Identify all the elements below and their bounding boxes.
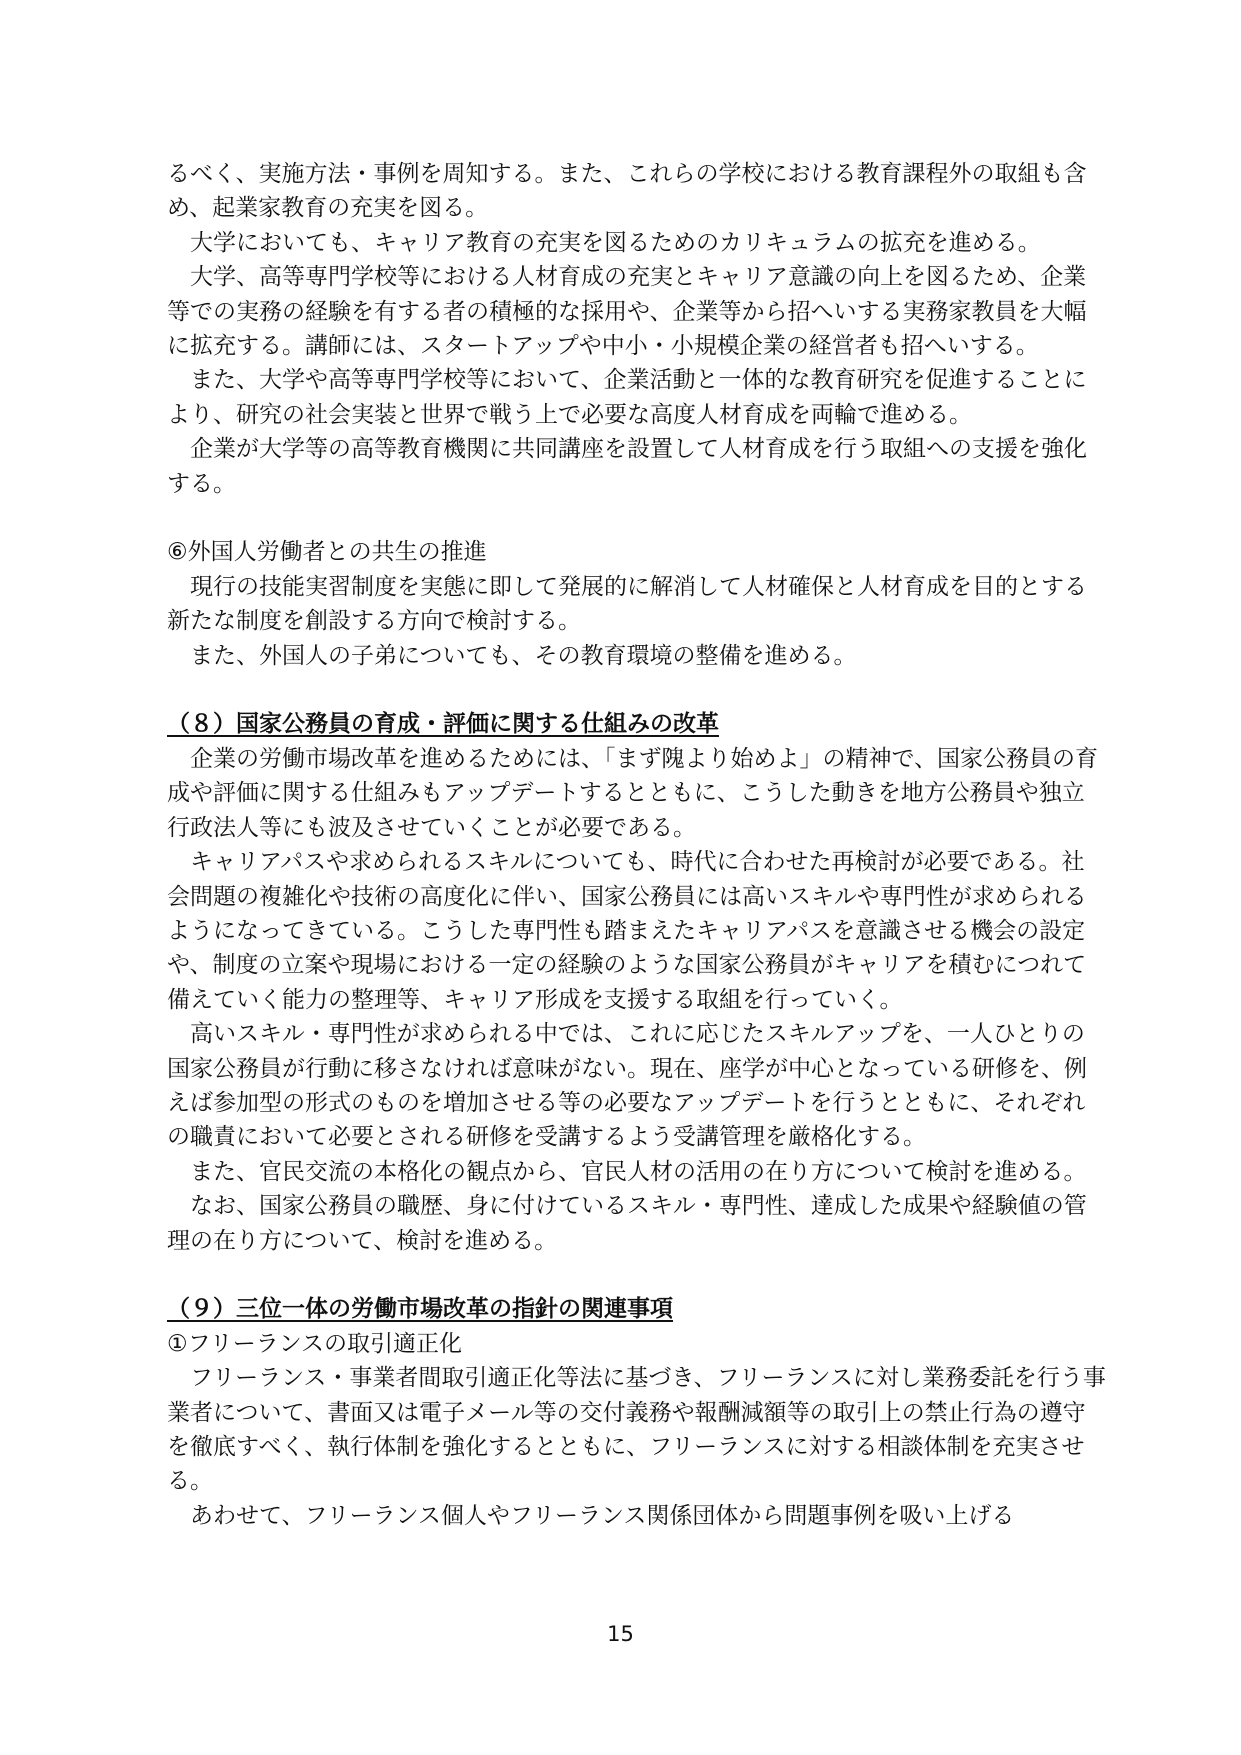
paragraph: また、官民交流の本格化の観点から、官民人材の活用の在り方について検討を進める。 [190,1158,1087,1185]
page-number: 15 [607,1622,634,1646]
blank-line [167,673,1107,707]
paragraph: 大学、高等専門学校等における人材育成の充実とキャリア意識の向上を図るため、企業等での実務の経験を有する者の積極的な採用や、企業等から招へいする実務家教員を大幅に拡充する。講師には、スタートアップや中小・小規模企業の経営者も招へいする。 [167,264,1087,360]
paragraph: また、大学や高等専門学校等において、企業活動と一体的な教育研究を促進することにより、研究の社会実装と世界で戦う上で必要な高度人材育成を両輪で進める。 [167,367,1087,428]
paragraph: また、外国人の子弟についても、その教育環境の整備を進める。 [190,642,857,669]
paragraph: 大学においても、キャリア教育の充実を図るためのカリキュラムの拡充を進める。 [190,229,1041,256]
paragraph: フリーランス・事業者間取引適正化等法に基づき、フリーランスに対し業務委託を行う事業者について、書面又は電子メール等の交付義務や報酬減額等の取引上の禁止行為の遵守を徹底すべく、執行体制を強化するとともに、フリーランスに対する相談体制を充実させる。 [167,1365,1106,1495]
subsection-heading: ⑥外国人労働者との共生の推進 [167,539,487,566]
paragraph: なお、国家公務員の職歴、身に付けているスキル・専門性、達成した成果や経験値の管理の在り方について、検討を進める。 [167,1193,1087,1254]
paragraph: 高いスキル・専門性が求められる中では、これに応じたスキルアップを、一人ひとりの国家公務員が行動に移さなければ意味がない。現在、座学が中心となっている研修を、例えば参加型の形式のものを増加させる等の必要なアップデートを行うとともに、それぞれの職責において必要とされる研修を受講するよう受講管理を厳格化する。 [167,1021,1087,1151]
paragraph: 企業の労働市場改革を進めるためには、「まず隗より始めよ」の精神で、国家公務員の育成や評価に関する仕組みもアップデートするとともに、こうした動きを地方公務員や独立行政法人等にも波及させていくことが必要である。 [167,745,1099,841]
blank-line [167,501,1107,535]
blank-line [167,1258,1107,1292]
paragraph: 現行の技能実習制度を実態に即して発展的に解消して人材確保と人材育成を目的とする新たな制度を創設する方向で検討する。 [167,573,1087,635]
section-heading: （８）国家公務員の育成・評価に関する仕組みの改革 [167,711,719,738]
paragraph: 企業が大学等の高等教育機関に共同講座を設置して人材育成を行う取組への支援を強化する。 [167,436,1087,497]
paragraph: キャリアパスや求められるスキルについても、時代に合わせた再検討が必要である。社会問題の複雑化や技術の高度化に伴い、国家公務員には高いスキルや専門性が求められるようになってきている。こうした専門性も踏まえたキャリアパスを意識させる機会の設定や、制度の立案や現場における一定の経験のような国家公務員がキャリアを積むにつれて備えていく能力の整理等、キャリア形成を支援する取組を行っていく。 [167,849,1087,1013]
section-heading: （９）三位一体の労働市場改革の指針の関連事項 [167,1296,673,1323]
document-body [167,157,1107,1533]
paragraph: るべく、実施方法・事例を周知する。また、これらの学校における教育課程外の取組も含め、起業家教育の充実を図る。 [167,161,1087,222]
subsection-heading: ①フリーランスの取引適正化 [167,1330,463,1357]
paragraph: あわせて、フリーランス個人やフリーランス関係団体から問題事例を吸い上げる [190,1502,1015,1529]
